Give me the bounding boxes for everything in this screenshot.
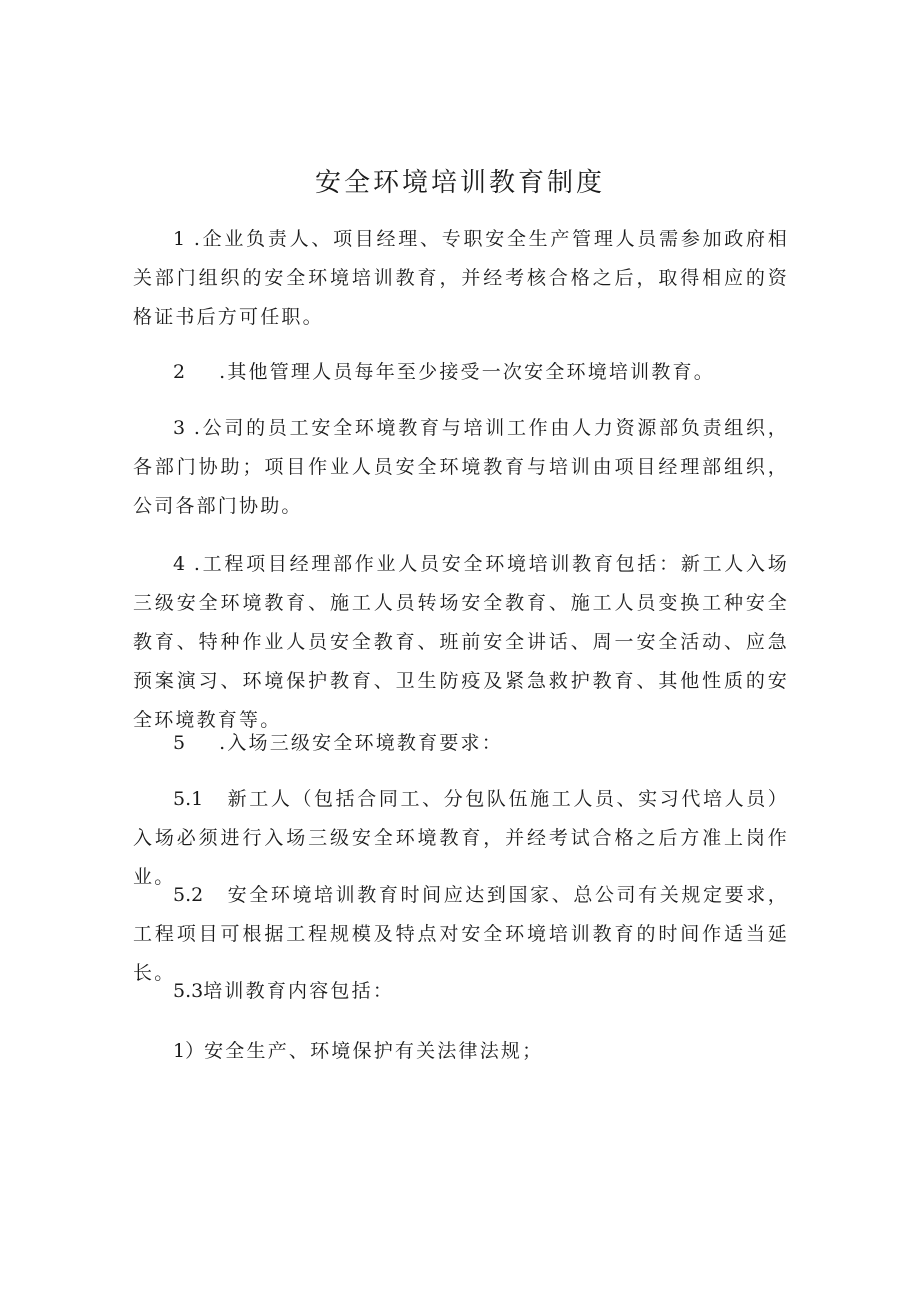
paragraph-text: .工程项目经理部作业人员安全环境培训教育包括：新工人入场三级安全环境教育、施工人员转场安全教育、施工人员变换工种安全教育、特种作业人员安全教育、班前安全讲话、周一安全活动、应急预案演习、环境保护教育、卫生防疫及紧急救护教育、其他性质的安全环境教育等。 — [133, 553, 789, 731]
paragraph-text: .企业负责人、项目经理、专职安全生产管理人员需参加政府相关部门组织的安全环境培训教育，并经考核合格之后，取得相应的资格证书后方可任职。 — [133, 228, 789, 328]
paragraph-3 — [133, 409, 789, 526]
paragraph-5-3 — [133, 972, 789, 1011]
paragraph-text: 新工人（包括合同工、分包队伍施工人员、实习代培人员）入场必须进行入场三级安全环境教育，并经考试合格之后方准上岗作业。 — [133, 788, 789, 888]
paragraph-number: 2 — [173, 361, 186, 383]
paragraph-4 — [133, 545, 789, 740]
paragraph-number: 5.2 — [173, 884, 204, 906]
paragraph-text: 培训教育内容包括： — [203, 980, 395, 1002]
list-item-1 — [133, 1032, 789, 1071]
paragraph-number: 5.1 — [173, 788, 204, 810]
paragraph-2 — [133, 353, 789, 392]
document-title: 安全环境培训教育制度 — [314, 168, 605, 198]
paragraph-5 — [133, 724, 789, 763]
paragraph-text: 安全生产、环境保护有关法律法规； — [204, 1040, 544, 1062]
paragraph-text: .公司的员工安全环境教育与培训工作由人力资源部负责组织，各部门协助；项目作业人员安全环境教育与培训由项目经理部组织，公司各部门协助。 — [133, 417, 789, 517]
paragraph-text: .其他管理人员每年至少接受一次安全环境培训教育。 — [219, 361, 715, 383]
paragraph-number: 1 — [173, 228, 186, 250]
paragraph-text: .入场三级安全环境教育要求： — [219, 732, 503, 754]
paragraph-number: 5.3 — [173, 980, 204, 1002]
paragraph-number: 3 — [173, 417, 186, 439]
paragraph-text: 安全环境培训教育时间应达到国家、总公司有关规定要求，工程项目可根据工程规模及特点对安全环境培训教育的时间作适当延长。 — [133, 884, 789, 984]
paragraph-1 — [133, 220, 789, 337]
paragraph-number: 1） — [173, 1040, 205, 1062]
paragraph-number: 4 — [173, 553, 186, 575]
paragraph-number: 5 — [173, 732, 186, 754]
